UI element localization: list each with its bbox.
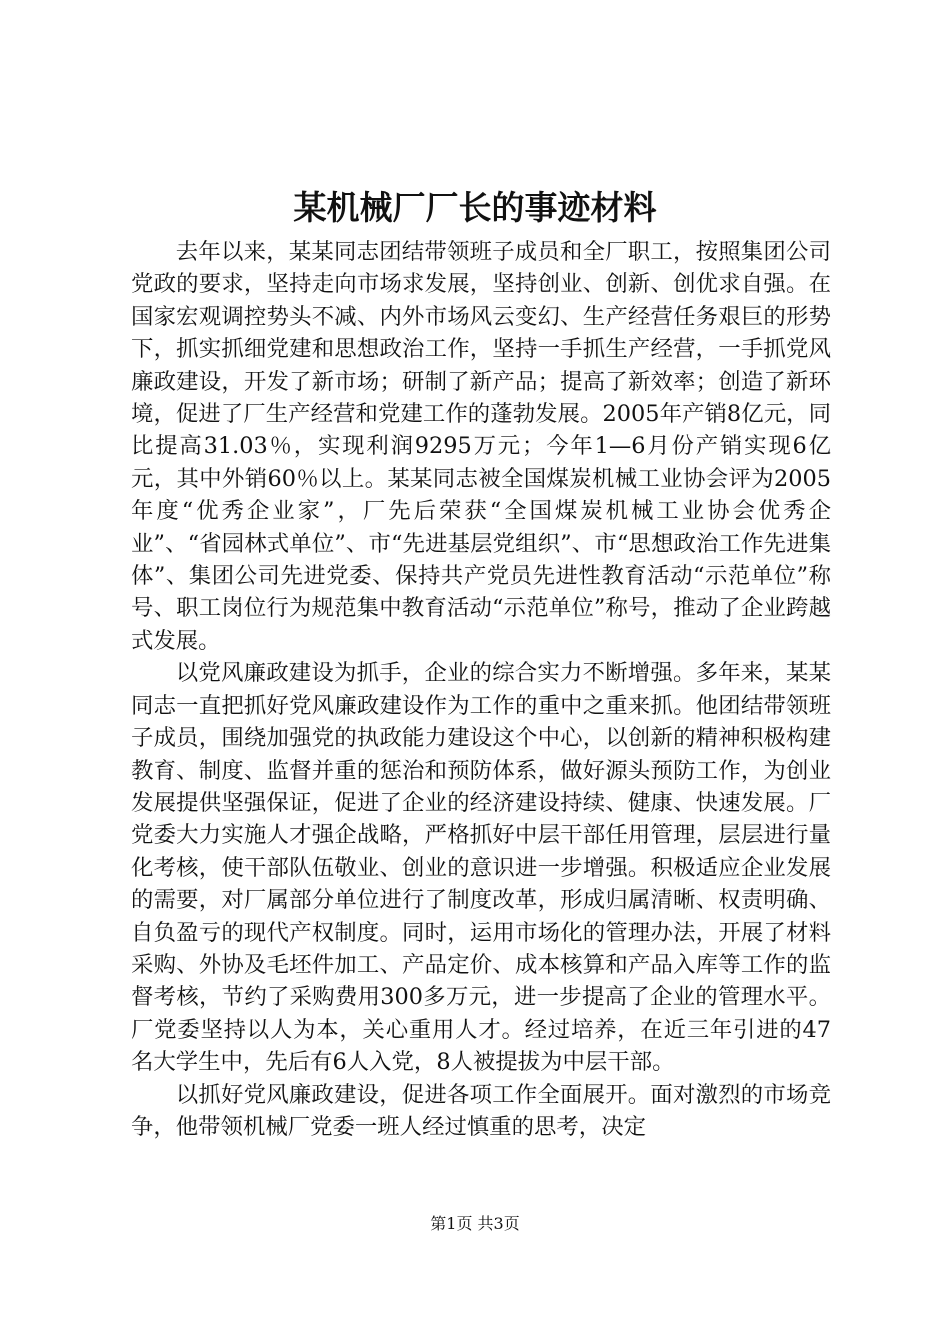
page-number-footer: 第1页 共3页 [430, 1214, 520, 1233]
paragraph-3: 以抓好党风廉政建设，促进各项工作全面展开。面对激烈的市场竞争，他带领机械厂党委一班人经过慎重的思考，决定 [131, 1081, 831, 1140]
paragraph-2: 以党风廉政建设为抓手，企业的综合实力不断增强。多年来，某某同志一直把抓好党风廉政建设作为工作的重中之重来抓。他团结带领班子成员，围绕加强党的执政能力建设这个中心，以创新的精神积极构建教育、制度、监督并重的惩治和预防体系，做好源头预防工作，为创业发展提供坚强保证，促进了企业的经济建设持续、健康、快速发展。厂党委大力实施人才强企战略，严格抓好中层干部任用管理，层层进行量化考核，使干部队伍敬业、创业的意识进一步增强。积极适应企业发展的需要，对厂属部分单位进行了制度改革，形成归属清晰、权责明确、自负盈亏的现代产权制度。同时，运用市场化的管理办法，开展了材料采购、外协及毛坯件加工、产品定价、成本核算和产品入库等工作的监督考核，节约了采购费用300多万元，进一步提高了企业的管理水平。厂党委坚持以人为本，关心重用人才。经过培养，在近三年引进的47名大学生中，先后有6人入党，8人被提拔为中层干部。 [131, 660, 831, 1076]
document-title: 某机械厂厂长的事迹材料 [293, 188, 657, 227]
paragraph-1: 去年以来，某某同志团结带领班子成员和全厂职工，按照集团公司党政的要求，坚持走向市场求发展，坚持创业、创新、创优求自强。在国家宏观调控势头不减、内外市场风云变幻、生产经营任务艰巨的形势下，抓实抓细党建和思想政治工作，坚持一手抓生产经营，一手抓党风廉政建设，开发了新市场；研制了新产品；提高了新效率；创造了新环境，促进了厂生产经营和党建工作的蓬勃发展。2005年产销8亿元，同比提高31.03％，实现利润9295万元；今年1—6月份产销实现6亿元，其中外销60％以上。某某同志被全国煤炭机械工业协会评为2005年度“优秀企业家”，厂先后荣获“全国煤炭机械工业协会优秀企业”、“省园林式单位”、市“先进基层党组织”、市“思想政治工作先进集体”、集团公司先进党委、保持共产党员先进性教育活动“示范单位”称号、职工岗位行为规范集中教育活动“示范单位”称号，推动了企业跨越式发展。 [131, 239, 831, 654]
document-body [131, 236, 831, 1143]
